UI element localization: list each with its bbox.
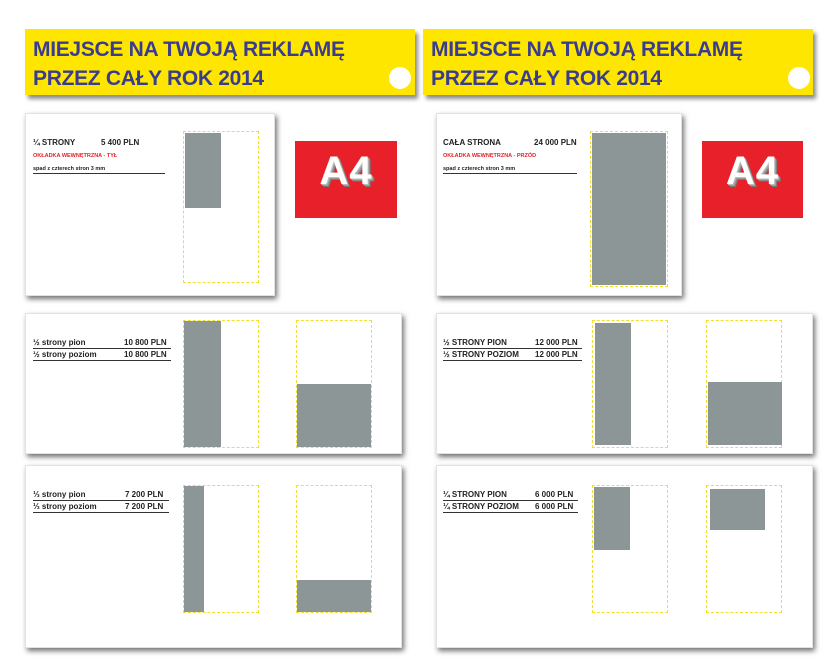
banner-left xyxy=(25,29,415,95)
right-card2-ad-vertical xyxy=(595,323,631,445)
right-card-half-page xyxy=(436,313,813,454)
left-card2-row1-price: 10 800 PLN xyxy=(124,338,167,347)
right-card3-ad-vertical xyxy=(594,487,630,550)
left-card1-label: ¼ STRONY xyxy=(33,138,76,147)
right-card-full-page xyxy=(436,113,682,296)
banner-right-line2: PRZEZ CAŁY ROK 2014 xyxy=(431,67,662,90)
right-card3-row2-underline xyxy=(443,512,578,513)
right-card1-price: 24 000 PLN xyxy=(534,138,577,147)
left-card1-price: 5 400 PLN xyxy=(101,138,140,147)
right-card1-subtitle: OKŁADKA WEWNĘTRZNA - PRZÓD xyxy=(443,153,537,159)
right-card1-ad-area xyxy=(592,133,666,285)
right-card3-row1-label: ¼ STRONY PION xyxy=(443,490,507,499)
a4-badge-right-text: A4 xyxy=(725,149,780,193)
banner-right-title xyxy=(431,35,743,93)
left-card3-ad-vertical xyxy=(184,486,204,612)
left-card3-row1-underline xyxy=(33,500,169,501)
right-card2-row2-label: ½ STRONY POZIOM xyxy=(443,350,519,359)
right-card3-row1-price: 6 000 PLN xyxy=(535,490,574,499)
a4-badge-left xyxy=(295,141,397,218)
left-card3-ad-horizontal xyxy=(297,580,371,612)
left-card-half-page xyxy=(25,313,402,454)
left-card2-row2-label: ½ strony poziom xyxy=(33,350,97,359)
right-card-quarter-page xyxy=(436,465,813,648)
right-card3-row2-label: ¼ STRONY POZIOM xyxy=(443,502,519,511)
banner-left-hole xyxy=(389,67,411,89)
left-card3-row1-price: 7 200 PLN xyxy=(125,490,164,499)
left-card1-subtitle: OKŁADKA WEWNĘTRZNA - TYŁ xyxy=(33,153,118,159)
right-card2-row1-price: 12 000 PLN xyxy=(535,338,578,347)
a4-badge-left-text: A4 xyxy=(319,149,373,193)
left-card3-row1-label: ⅓ strony pion xyxy=(33,490,86,499)
left-card2-row2-price: 10 800 PLN xyxy=(124,350,167,359)
right-card3-row2-price: 6 000 PLN xyxy=(535,502,574,511)
right-card2-row1-label: ½ STRONY PION xyxy=(443,338,507,347)
right-card2-row2-underline xyxy=(443,360,582,361)
banner-right-line1: MIEJSCE NA TWOJĄ REKLAMĘ xyxy=(431,38,743,61)
left-card2-row2-underline xyxy=(33,360,171,361)
right-card1-note: spad z czterech stron 3 mm xyxy=(443,166,516,172)
left-card1-underline xyxy=(33,173,165,174)
right-card2-row2-price: 12 000 PLN xyxy=(535,350,578,359)
left-card2-row1-underline xyxy=(33,348,171,349)
left-card1-ad-area xyxy=(185,133,221,208)
banner-left-line1: MIEJSCE NA TWOJĄ REKLAMĘ xyxy=(33,38,345,61)
left-card3-row2-label: ⅓ strony poziom xyxy=(33,502,97,511)
a4-badge-right xyxy=(702,141,803,218)
banner-left-line2: PRZEZ CAŁY ROK 2014 xyxy=(33,67,264,90)
left-card1-note: spad z czterech stron 3 mm xyxy=(33,166,106,172)
right-card3-ad-horizontal xyxy=(710,489,765,530)
banner-left-title xyxy=(33,35,345,93)
right-card1-underline xyxy=(443,173,577,174)
left-card2-ad-vertical xyxy=(184,321,221,447)
left-card2-ad-horizontal xyxy=(297,384,371,447)
right-card2-ad-horizontal xyxy=(708,382,782,445)
left-card3-row2-price: 7 200 PLN xyxy=(125,502,164,511)
left-card-third-page xyxy=(25,465,402,648)
left-card-quarter-page xyxy=(25,113,275,296)
right-card1-label: CAŁA STRONA xyxy=(443,138,501,147)
banner-right-hole xyxy=(788,67,810,89)
banner-right xyxy=(423,29,813,95)
right-card2-row1-underline xyxy=(443,348,582,349)
left-card2-row1-label: ½ strony pion xyxy=(33,338,86,347)
left-card3-row2-underline xyxy=(33,512,169,513)
right-card3-row1-underline xyxy=(443,500,578,501)
